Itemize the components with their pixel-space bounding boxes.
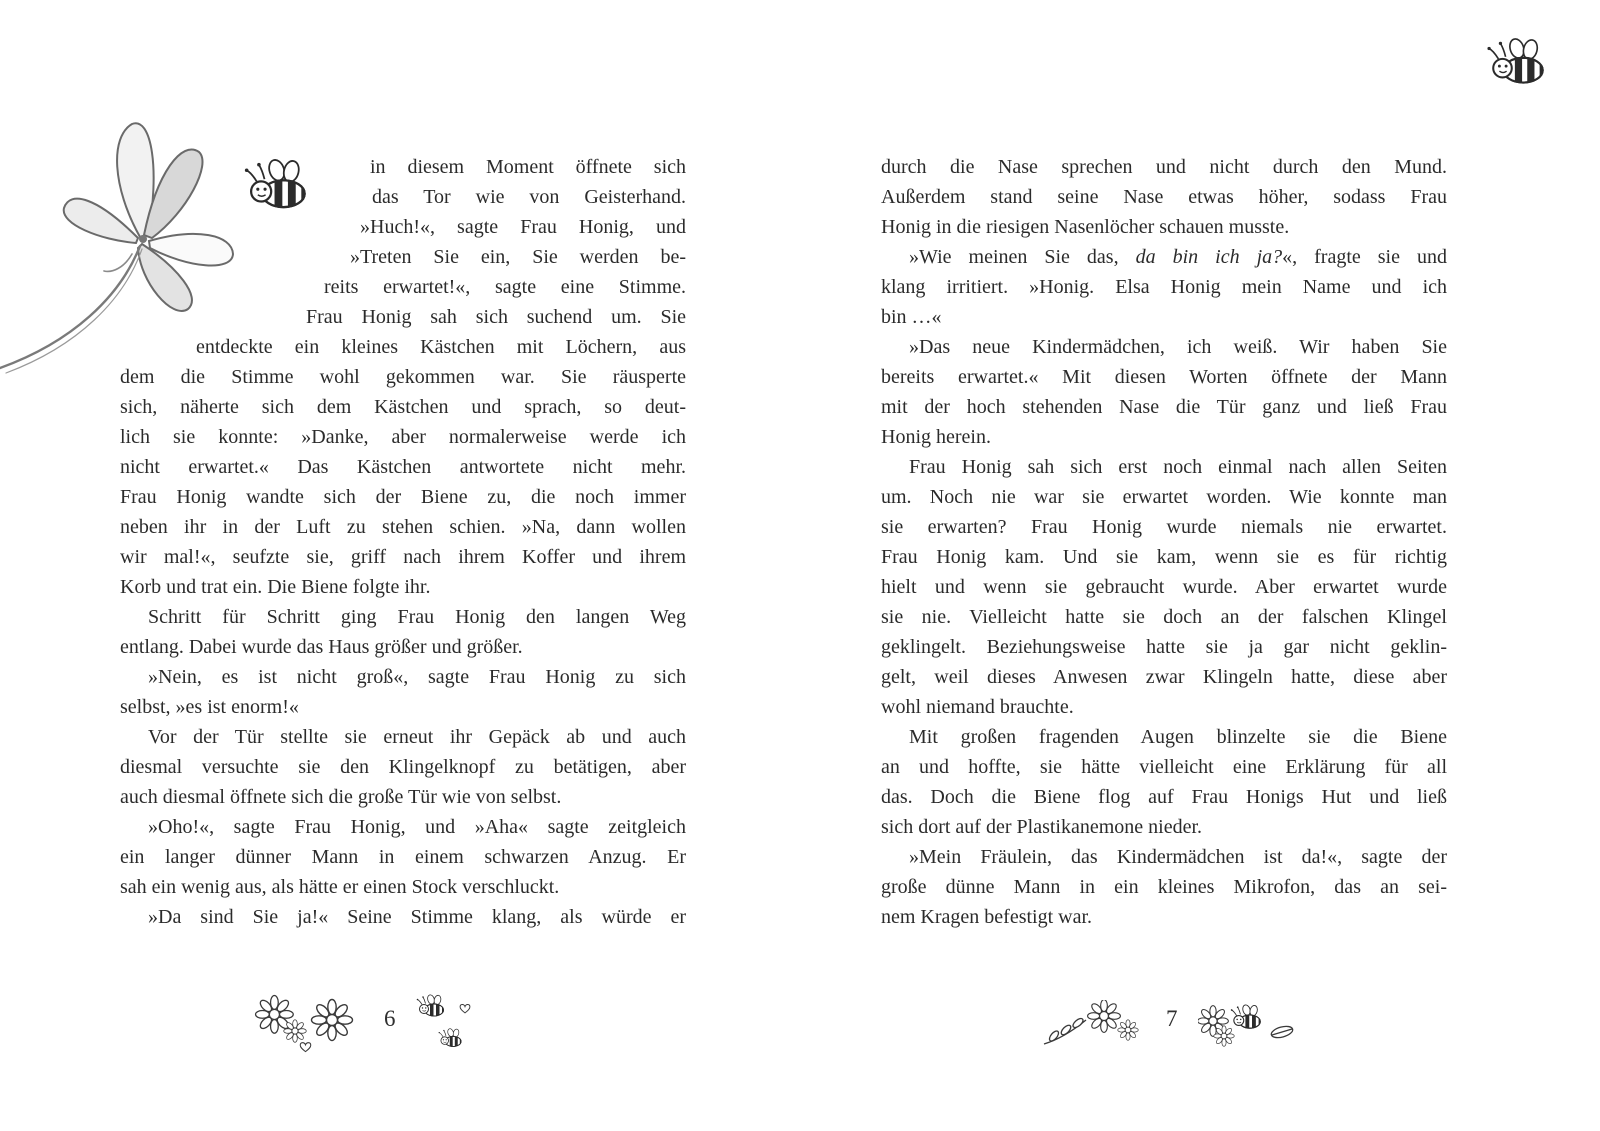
text-segment: neben ihr in der Luft zu stehen schien. »Na, dann wollen [120,516,686,538]
text-segment: sie nie. Vielleicht hatte sie doch an der falschen Klingel [881,606,1447,628]
text-line [148,722,686,752]
text-line [306,302,686,332]
text-line [881,512,1447,542]
text-segment: auch diesmal öffnete sich die große Tür wie von selbst. [120,786,562,808]
text-segment: klang irritiert. »Honig. Elsa Honig mein Name und ich [881,276,1447,298]
text-segment: Frau Honig kam. Und sie kam, wenn sie es für richtig [881,546,1447,568]
text-line [881,812,1447,842]
text-segment: bin …« [881,306,942,328]
text-segment: entlang. Dabei wurde das Haus größer und größer. [120,636,523,658]
text-segment: lich sie konnte: »Danke, aber normalerweise werde ich [120,426,686,448]
text-segment: sie erwarten? Frau Honig wurde niemals nie erwartet. [881,516,1447,538]
text-line [148,662,686,692]
italic-text-segment: da bin ich ja? [1135,246,1283,268]
text-line [881,422,1447,452]
text-line [881,632,1447,662]
text-line [881,542,1447,572]
text-segment: »Das neue Kindermädchen, ich weiß. Wir haben Sie [909,336,1447,358]
text-segment: Korb und trat ein. Die Biene folgte ihr. [120,576,431,598]
text-line [909,722,1447,752]
text-segment: mit der hoch stehenden Nase die Tür ganz und ließ Frau [881,396,1447,418]
text-segment: dem die Stimme wohl gekommen war. Sie räusperte [120,366,686,388]
text-segment: Außerdem stand seine Nase etwas höher, sodass Frau [881,186,1447,208]
text-line [148,812,686,842]
text-segment: das. Doch die Biene flog auf Frau Honigs Hut und ließ [881,786,1447,808]
text-segment: sich, näherte sich dem Kästchen und sprach, so deut- [120,396,686,418]
left-page-text [120,152,686,932]
text-segment: Honig herein. [881,426,991,448]
text-segment: Mit großen fragenden Augen blinzelte sie die Biene [909,726,1447,748]
text-segment: große dünne Mann in ein kleines Mikrofon, das an sei- [881,876,1447,898]
text-line [881,572,1447,602]
text-segment: reits erwartet!«, sagte eine Stimme. [324,276,686,298]
text-segment: Frau Honig sah sich suchend um. Sie [306,306,686,328]
text-line [148,902,686,932]
text-segment: gelt, weil dieses Anwesen zwar Klingeln hatte, diese aber [881,666,1447,688]
text-line [881,782,1447,812]
text-segment: Frau Honig sah sich erst noch einmal nach allen Seiten [909,456,1447,478]
text-segment: ein langer dünner Mann in einem schwarzen Anzug. Er [120,846,686,868]
text-segment: bereits erwartet.« Mit diesen Worten öffnete der Mann [881,366,1447,388]
text-line [881,152,1447,182]
text-line [881,482,1447,512]
text-line [120,512,686,542]
text-line [360,212,686,242]
text-line [196,332,686,362]
text-line [881,392,1447,422]
text-line [881,182,1447,212]
text-segment: Vor der Tür stellte sie erneut ihr Gepäck ab und auch [148,726,686,748]
sprig-flowers-ornament [1042,1000,1152,1052]
text-line [881,692,1447,722]
text-segment: «, fragte sie und [1282,246,1447,268]
text-line [120,752,686,782]
text-line [350,242,686,272]
text-segment: wir mal!«, seufzte sie, griff nach ihrem Koffer und ihrem [120,546,686,568]
text-line [120,572,686,602]
text-segment: um. Noch nie war sie erwartet worden. Wie konnte man [881,486,1447,508]
text-line [909,452,1447,482]
text-segment: nicht erwartet.« Das Kästchen antwortete nicht mehr. [120,456,686,478]
text-segment: geklingelt. Beziehungsweise hatte sie ja gar nicht geklin- [881,636,1447,658]
text-line [370,152,686,182]
text-segment: »Oho!«, sagte Frau Honig, und »Aha« sagte zeitgleich [148,816,686,838]
text-segment: »Nein, es ist nicht groß«, sagte Frau Honig zu sich [148,666,686,688]
text-line [909,332,1447,362]
text-segment: hielt und wenn sie gebraucht wurde. Aber erwartet wurde [881,576,1447,598]
text-segment: Frau Honig wandte sich der Biene zu, die noch immer [120,486,686,508]
text-segment: Honig in die riesigen Nasenlöcher schauen musste. [881,216,1290,238]
text-line [120,452,686,482]
text-segment: durch die Nase sprechen und nicht durch den Mund. [881,156,1447,178]
text-segment: nem Kragen befestigt war. [881,906,1093,928]
page-number: 6 [384,1006,396,1031]
text-segment: selbst, »es ist enorm!« [120,696,299,718]
text-line [324,272,686,302]
text-segment: Schritt für Schritt ging Frau Honig den langen Weg [148,606,686,628]
text-segment: in diesem Moment öffnete sich [370,156,686,178]
text-segment: »Treten Sie ein, Sie werden be- [350,246,686,268]
text-line [881,272,1447,302]
text-segment: sah ein wenig aus, als hätte er einen Stock verschluckt. [120,876,560,898]
text-segment: das Tor wie von Geisterhand. [372,186,686,208]
text-line [881,362,1447,392]
text-segment: »Huch!«, sagte Frau Honig, und [360,216,686,238]
text-segment: wohl niemand brauchte. [881,696,1074,718]
text-line [881,752,1447,782]
page-number: 7 [1166,1006,1178,1031]
text-line [120,422,686,452]
text-line [120,692,686,722]
text-line [148,602,686,632]
text-segment: an und hoffte, sie hätte vielleicht eine Erklärung für all [881,756,1447,778]
text-segment: »Wie meinen Sie das, [909,246,1136,268]
flowers-ornament [254,988,374,1058]
text-segment: sich dort auf der Plastikanemone nieder. [881,816,1203,838]
text-line [881,872,1447,902]
text-line [120,632,686,662]
text-line [372,182,686,212]
text-line [909,242,1447,272]
bees-ornament [414,992,490,1060]
text-segment: diesmal versuchte sie den Klingelknopf zu betätigen, aber [120,756,686,778]
text-segment: »Mein Fräulein, das Kindermädchen ist da!«, sagte der [909,846,1447,868]
text-line [120,362,686,392]
text-line [881,212,1447,242]
text-line [881,602,1447,632]
text-line [881,902,1447,932]
text-line [120,782,686,812]
text-segment: entdeckte ein kleines Kästchen mit Löchern, aus [196,336,686,358]
text-line [120,482,686,512]
right-page-text [881,152,1447,932]
text-line [120,542,686,572]
text-line [909,842,1447,872]
text-line [120,842,686,872]
bee-icon [1486,36,1552,92]
text-segment: »Da sind Sie ja!« Seine Stimme klang, als würde er [148,906,686,928]
text-line [881,662,1447,692]
text-line [881,302,1447,332]
text-line [120,392,686,422]
text-line [120,872,686,902]
flowers-bee-leaf-ornament [1198,1002,1298,1052]
